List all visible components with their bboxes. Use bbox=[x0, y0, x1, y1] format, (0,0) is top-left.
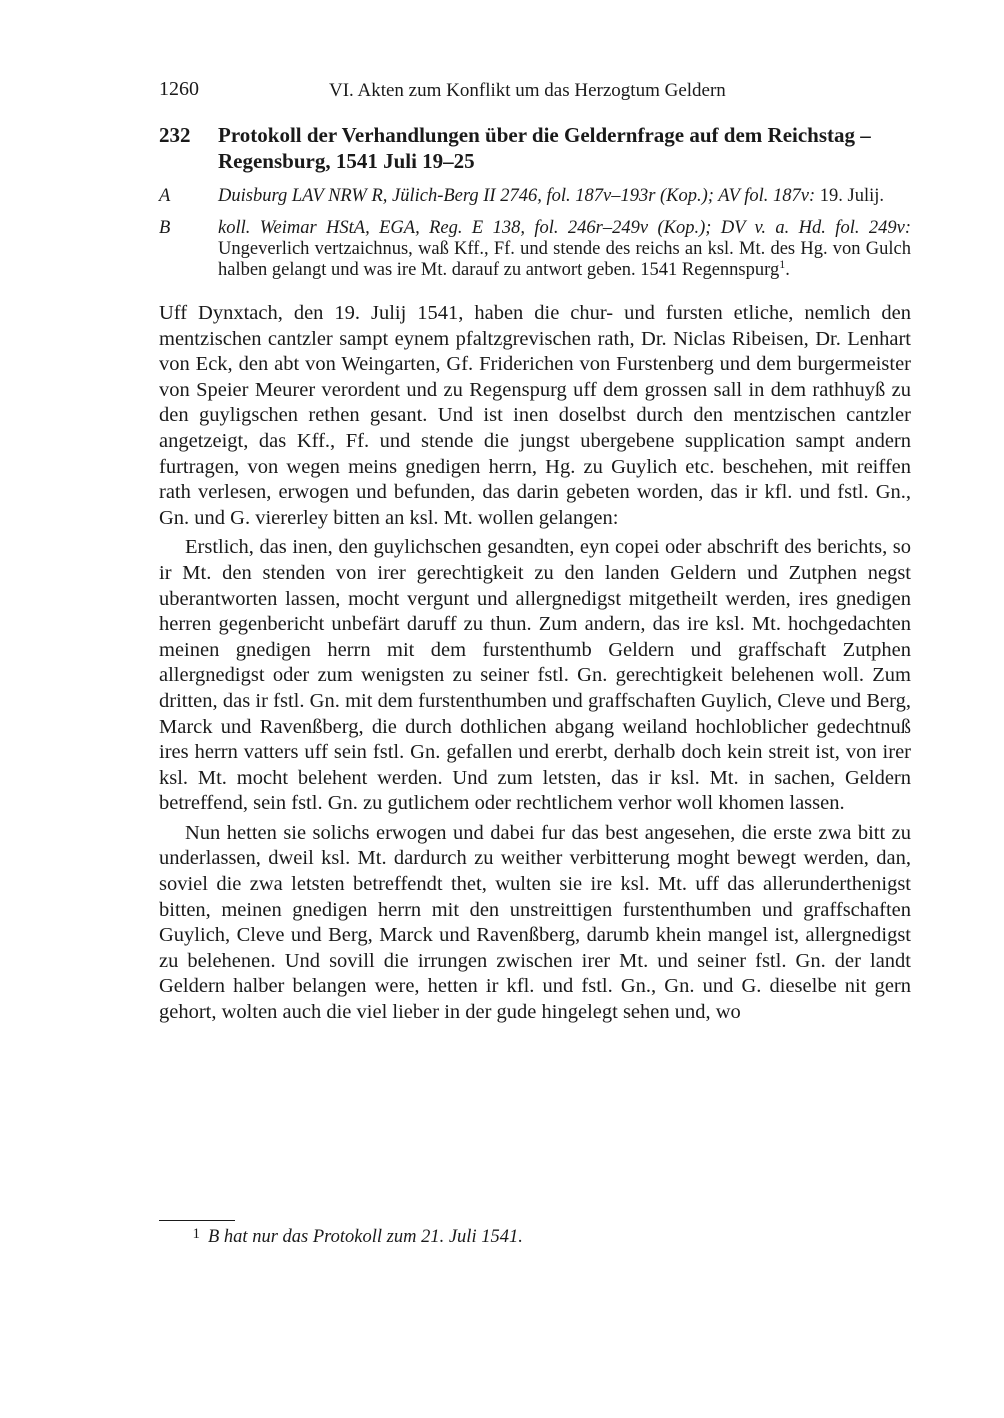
paragraph: Erstlich, das inen, den guylichschen gesandten, eyn copei oder abschrift des berichts, so ir Mt. den stenden von irer gerechtigkeit zu den landen Geldern und Zutphen negst uberantworten lassen, mocht vergunt und allergnedigst mitgetheilt werden, ires gnedigen herren gegenbericht unbefärt daruff zu thun. Zum andern, das ire ksl. Mt. hochgedachten meinen gnedigen herrn mit dem furstenthumb Geldern und graffschaft Zutphen allergnedigst oder zum wenigsten zu seiner fstl. Gn. gerechtigkeit belehenen woll. Zum dritten, das ir fstl. Gn. mit dem furstenthumben und graffschaften Guylich, Cleve und Berg, Marck und Ravenßberg, die durch dothlichen abgang weiland hochloblicher gedechtnuß ires herrn vatters uff sein fstl. Gn. gefallen und ererbt, derhalb doch kein streit ist, von irer ksl. Mt. mocht belehent werden. Und zum letsten, das ir ksl. Mt. in sachen, Geldern betreffend, sein fstl. Gn. zu gutlichem oder rechtlichem verhor woll khomen lassen. bbox=[159, 536, 911, 815]
source-dorsal-text: 19. Julij. bbox=[819, 186, 884, 206]
source-end-punctuation: . bbox=[785, 260, 790, 280]
source-description bbox=[218, 186, 911, 207]
main-text bbox=[159, 301, 911, 1026]
footnote-text: B hat nur das Protokoll zum 21. Juli 1541. bbox=[208, 1227, 523, 1247]
source-description bbox=[218, 218, 911, 281]
source-siglum: B bbox=[159, 218, 171, 238]
page bbox=[159, 78, 911, 1026]
source-siglum: A bbox=[159, 186, 171, 206]
source-archive-reference: koll. Weimar HStA, EGA, Reg. E 138, fol. 246r–249v (Kop.); DV v. a. Hd. fol. 249v: bbox=[218, 218, 911, 238]
document-number: 232 bbox=[159, 123, 191, 147]
running-header bbox=[159, 78, 911, 108]
source-dorsal-text: Ungeverlich vertzaichnus, waß Kff., Ff. und stende des reichs an ksl. Mt. des Hg. von Gulch halben gelangt und was ire Mt. darauf zu antwort geben. 1541 Regennspurg bbox=[218, 239, 911, 280]
footnote-reference[interactable]: 1 bbox=[779, 256, 786, 271]
page-number: 1260 bbox=[159, 78, 199, 100]
running-title: VI. Akten zum Konflikt um das Herzogtum Geldern bbox=[329, 80, 726, 101]
document-title: Protokoll der Verhandlungen über die Geldernfrage auf dem Reichstag – Regensburg, 1541 Juli 19–25 bbox=[218, 123, 871, 173]
paragraph: Uff Dynxtach, den 19. Julij 1541, haben die chur- und fursten etliche, nemlich den mentzischen cantzler sampt eynem pfaltzgrevischen rath, Dr. Niclas Ribeisen, Dr. Lenhart von Eck, den abt von Weingarten, Gf. Friderichen von Furstenberg und dem burgermeister von Speier Meurer verordent und zu Regenspurg uff dem grossen sall in dem rathhuyß zu den guyligschen rethen gesant. Und ist inen doselbst durch den mentzischen cantzler angetzeigt, das Kff., Ff. und stende die jungst ubergebene supplication sampt andern furtragen, von wegen meins gnedigen herrn, Hg. zu Guylich etc. beschehen, mit reiffen rath verlesen, erwogen und befunden, das darin gebeten worden, das ir kfl. und fstl. Gn., Gn. und G. viererley bitten an ksl. Mt. wollen gelangen: bbox=[159, 302, 911, 529]
source-entry-b bbox=[159, 218, 911, 281]
footnote bbox=[159, 1226, 911, 1249]
source-archive-reference: Duisburg LAV NRW R, Jülich-Berg II 2746, fol. 187v–193r (Kop.); AV fol. 187v: bbox=[218, 186, 816, 206]
source-entry-a bbox=[159, 186, 911, 207]
document-heading bbox=[159, 122, 911, 174]
footnote-divider bbox=[159, 1220, 235, 1221]
footnote-mark: 1 bbox=[192, 1226, 200, 1242]
paragraph: Nun hetten sie solichs erwogen und dabei fur das best angesehen, die erste zwa bitt zu underlassen, dweil ksl. Mt. dardurch zu weither verbitterung moght bewegt werden, dan, soviel die zwa letsten betreffendt thet, wulten sie ire ksl. Mt. uff das allerunderthenigst bitten, meinen gnedigen herrn mit den unstreittigen furstenthumben und graffschaften Guylich, Cleve und Berg, Marck und Ravenßberg, darumb khein mangel ist, allergnedigst zu belehenen. Und sovill die irrungen zwischen irer Mt. und seiner fstl. Gn. der landt Geldern halber belangen were, hetten ir kfl. und fstl. Gn., Gn. und G. dieselbe nit gern gehort, wolten auch die viel lieber in der gude hingelegt sehen und, wo bbox=[159, 821, 911, 1024]
